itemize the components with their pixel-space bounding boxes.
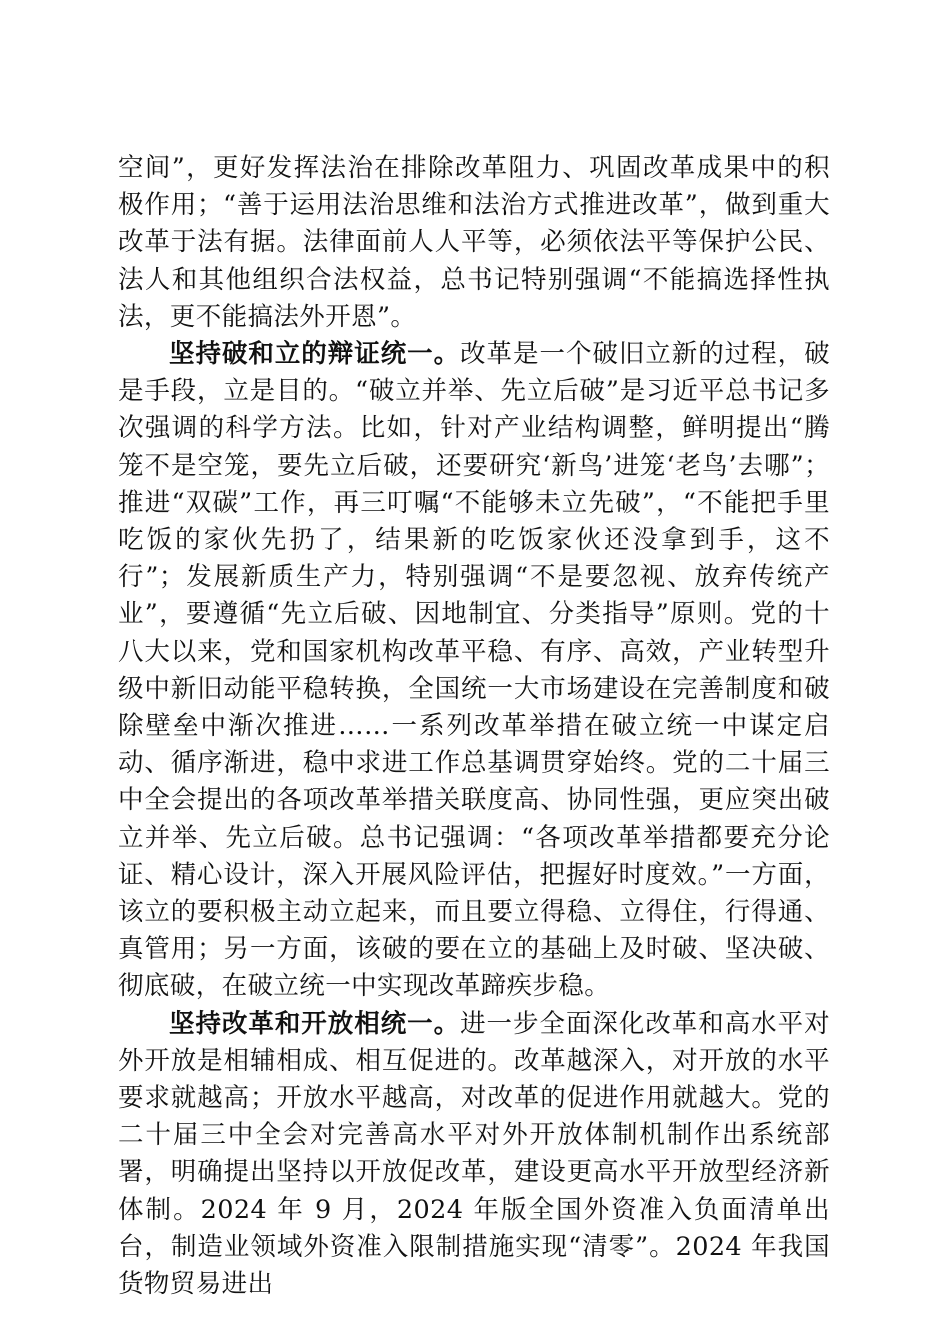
paragraph-continuation: [118, 150, 830, 336]
paragraph-heading: 坚持破和立的辩证统一。: [169, 339, 461, 370]
paragraph-text: 进一步全面深化改革和高水平对外开放是相辅相成、相互促进的。改革越深入，对开放的水平要求就越高；开放水平越高，对改革的促进作用就越大。党的二十届三中全会对完善高水平对外开放体制机制作出系统部署，明确提出坚持以开放促改革，建设更高水平开放型经济新体制。2024 年 9 月，2024 年版全国外资准入负面清单出台，制造业领域外资准入限制措施实现“清零”。2024 年我国货物贸易进出: [118, 1008, 830, 1300]
document-body: [118, 150, 830, 1303]
paragraph-text: 空间”，更好发挥法治在排除改革阻力、巩固改革成果中的积极作用；“善于运用法治思维和法治方式推进改革”，做到重大改革于法有据。法律面前人人平等，必须依法平等保护公民、法人和其他组织合法权益，总书记特别强调“不能搞选择性执法，更不能搞法外开恩”。: [118, 153, 830, 332]
paragraph-reform-and-opening: [118, 1006, 830, 1304]
paragraph-heading: 坚持改革和开放相统一。: [169, 1008, 461, 1039]
paragraph-break-and-build: [118, 336, 830, 1006]
paragraph-text: 改革是一个破旧立新的过程，破是手段，立是目的。“破立并举、先立后破”是习近平总书记多次强调的科学方法。比如，针对产业结构调整，鲜明提出“腾笼不是空笼，要先立后破，还要研究‘新鸟’进笼‘老鸟’去哪”；推进“双碳”工作，再三叮嘱“不能够未立先破”，“不能把手里吃饭的家伙先扔了，结果新的吃饭家伙还没拿到手，这不行”；发展新质生产力，特别强调“不是要忽视、放弃传统产业”，要遵循“先立后破、因地制宜、分类指导”原则。党的十八大以来，党和国家机构改革平稳、有序、高效，产业转型升级中新旧动能平稳转换，全国统一大市场建设在完善制度和破除壁垒中渐次推进……一系列改革举措在破立统一中谋定启动、循序渐进，稳中求进工作总基调贯穿始终。党的二十届三中全会提出的各项改革举措关联度高、协同性强，更应突出破立并举、先立后破。总书记强调：“各项改革举措都要充分论证、精心设计，深入开展风险评估，把握好时度效。”一方面，该立的要积极主动立起来，而且要立得稳、立得住，行得通、真管用；另一方面，该破的要在立的基础上及时破、坚决破、彻底破，在破立统一中实现改革蹄疾步稳。: [118, 339, 830, 1002]
